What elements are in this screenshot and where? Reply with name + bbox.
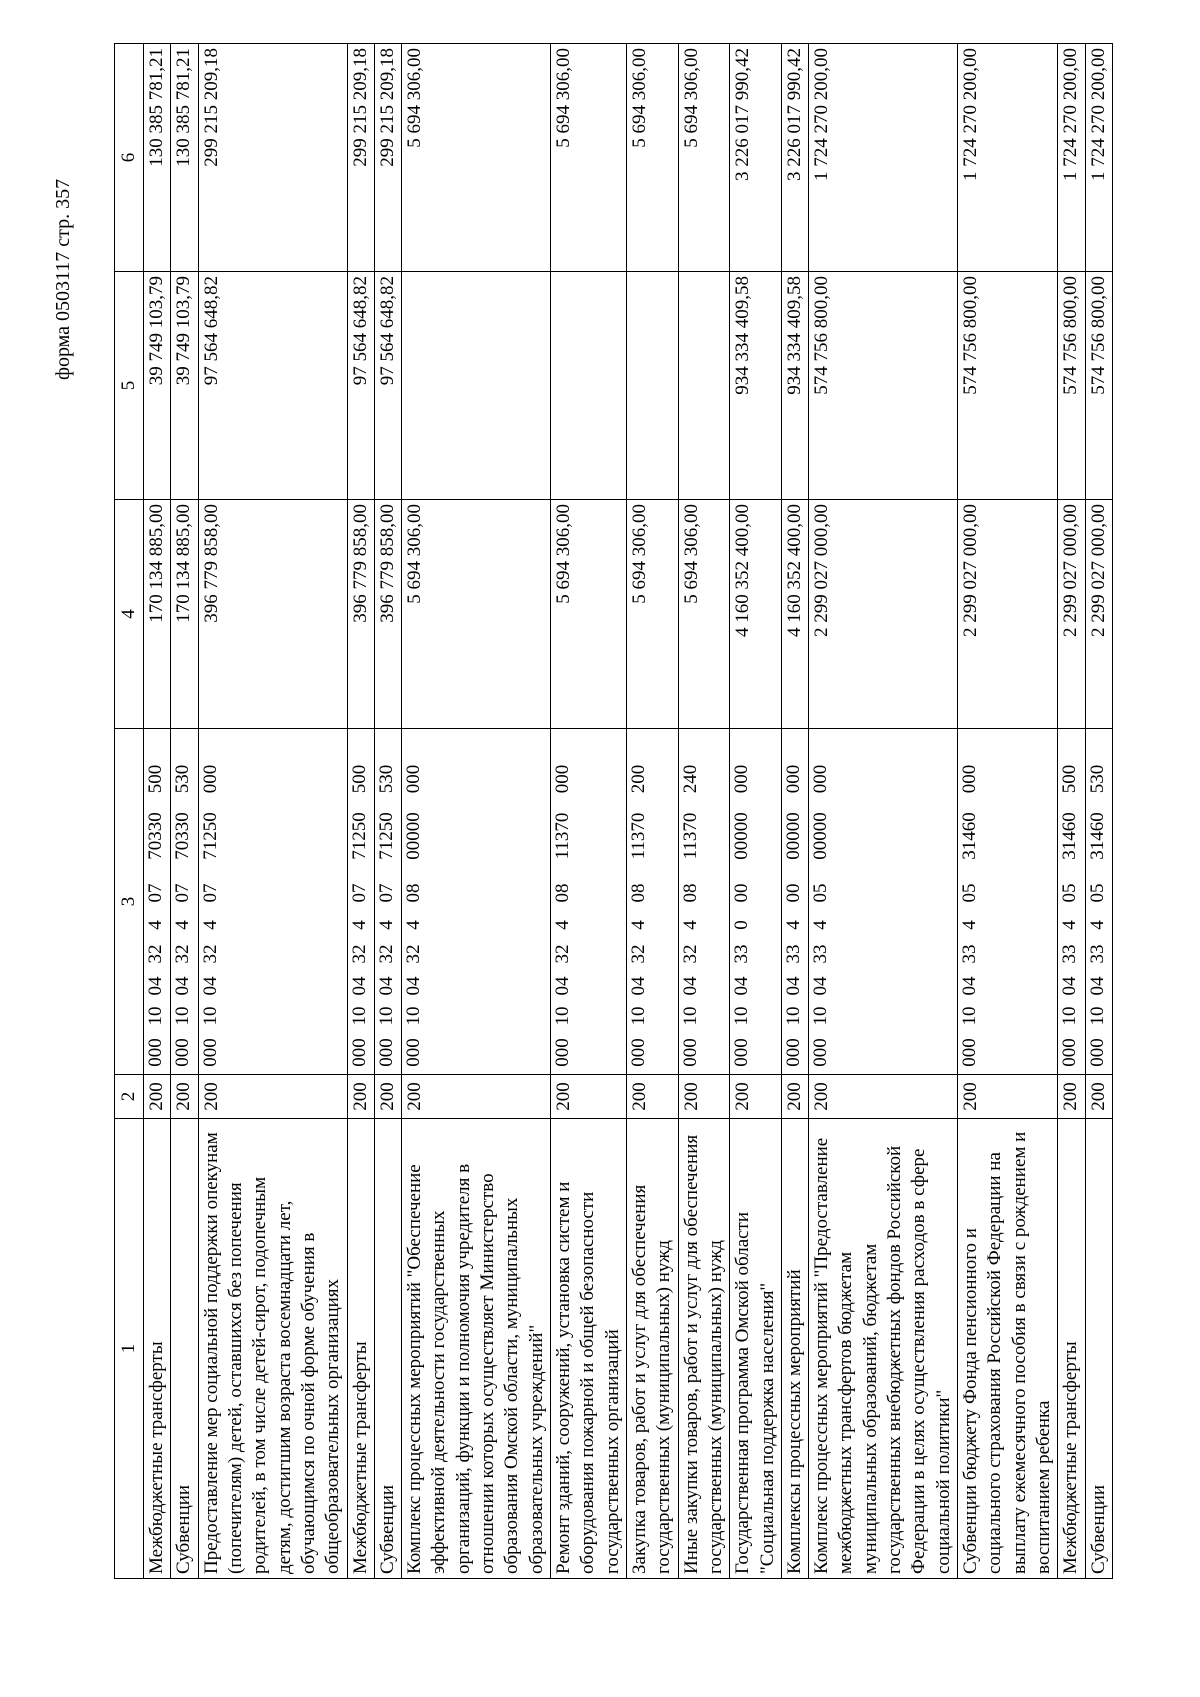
row-description: Предоставление мер социальной поддержки опекунам (попечителям) детей, оставшихся без попечения родителей, в том числе детей-сирот, подопечным детям, достигшим возраста восемнадцати лет, обучающимся по очной форме обучения в общеобразовательных организациях — [198, 1119, 347, 1579]
row-executed-amount: 97 564 648,82 — [347, 272, 374, 500]
code-segment: 04 — [1059, 976, 1081, 996]
row-executed-amount: 97 564 648,82 — [198, 272, 347, 500]
code-segment: 000 — [810, 764, 832, 794]
code-segment: 500 — [348, 764, 370, 794]
code-segment: 4 — [403, 920, 425, 930]
budget-code-parts — [958, 729, 982, 1074]
column-header: 5 — [115, 272, 144, 500]
code-segment: 00 — [731, 883, 753, 903]
code-segment: 33 — [731, 944, 753, 964]
row-budget-code — [347, 729, 374, 1075]
row-description: Субвенции — [1085, 1119, 1112, 1579]
code-segment: 530 — [375, 764, 397, 794]
row-budget-code — [958, 729, 1058, 1075]
budget-code-parts — [782, 729, 806, 1074]
budget-code-parts — [199, 729, 223, 1074]
table-row — [781, 44, 808, 1579]
table-row — [551, 44, 627, 1579]
code-segment: 08 — [627, 883, 649, 903]
code-segment: 000 — [348, 1038, 370, 1067]
table-row — [626, 44, 678, 1579]
code-segment: 33 — [782, 944, 804, 964]
budget-code-parts — [1058, 729, 1082, 1074]
code-segment: 07 — [348, 883, 370, 903]
row-approved-amount: 5 694 306,00 — [402, 500, 551, 729]
code-segment: 000 — [782, 764, 804, 794]
code-segment: 10 — [1086, 1006, 1108, 1026]
row-budget-code — [1058, 729, 1085, 1075]
code-segment: 32 — [375, 944, 397, 964]
row-line-code: 200 — [402, 1075, 551, 1119]
code-segment: 10 — [679, 1006, 701, 1026]
code-segment: 04 — [145, 976, 166, 996]
code-segment: 10 — [375, 1006, 397, 1026]
row-remaining-amount: 130 385 781,21 — [144, 44, 171, 272]
code-segment: 04 — [782, 976, 804, 996]
code-segment: 000 — [1059, 1038, 1081, 1067]
code-segment: 33 — [1086, 944, 1108, 964]
code-segment: 32 — [145, 944, 166, 964]
row-approved-amount: 2 299 027 000,00 — [1085, 500, 1112, 729]
code-segment: 4 — [1059, 920, 1081, 930]
row-line-code: 200 — [1085, 1075, 1112, 1119]
row-remaining-amount: 299 215 209,18 — [374, 44, 401, 272]
code-segment: 4 — [679, 920, 701, 930]
code-segment: 000 — [731, 764, 753, 794]
row-executed-amount: 39 749 103,79 — [144, 272, 171, 500]
form-label: форма 0503117 стр. 357 — [52, 178, 74, 380]
row-line-code: 200 — [809, 1075, 958, 1119]
row-approved-amount: 170 134 885,00 — [171, 500, 198, 729]
code-segment: 32 — [403, 944, 425, 964]
row-approved-amount: 170 134 885,00 — [144, 500, 171, 729]
code-segment: 000 — [403, 1038, 425, 1067]
code-segment: 04 — [375, 976, 397, 996]
row-executed-amount — [551, 272, 627, 500]
row-executed-amount: 574 756 800,00 — [1058, 272, 1085, 500]
code-segment: 10 — [810, 1006, 832, 1026]
row-budget-code — [678, 729, 730, 1075]
header-row — [115, 44, 144, 1579]
code-segment: 33 — [1059, 944, 1081, 964]
code-segment: 10 — [782, 1006, 804, 1026]
row-line-code: 200 — [626, 1075, 678, 1119]
row-description: Субвенции — [374, 1119, 401, 1579]
row-executed-amount — [678, 272, 730, 500]
row-approved-amount: 4 160 352 400,00 — [781, 500, 808, 729]
table-row — [1085, 44, 1112, 1579]
column-header: 2 — [115, 1075, 144, 1119]
row-approved-amount: 396 779 858,00 — [374, 500, 401, 729]
row-approved-amount: 4 160 352 400,00 — [730, 500, 782, 729]
code-segment: 000 — [731, 1038, 753, 1067]
code-segment: 000 — [403, 764, 425, 794]
row-approved-amount: 2 299 027 000,00 — [809, 500, 958, 729]
row-line-code: 200 — [730, 1075, 782, 1119]
code-segment: 0 — [731, 920, 753, 930]
code-segment: 04 — [348, 976, 370, 996]
row-line-code: 200 — [781, 1075, 808, 1119]
code-segment: 04 — [627, 976, 649, 996]
code-segment: 000 — [199, 764, 221, 794]
code-segment: 000 — [552, 764, 573, 794]
code-segment: 31460 — [1059, 812, 1081, 860]
row-description: Комплекс процессных мероприятий "Предоставление межбюджетных трансфертов бюджетам муниципальных образований, бюджетам государственных внебюджетных фондов Российской Федерации в целях осуществления расходов в сфере социальной политики" — [809, 1119, 958, 1579]
row-remaining-amount: 1 724 270 200,00 — [1058, 44, 1085, 272]
row-executed-amount — [402, 272, 551, 500]
row-description: Закупка товаров, работ и услуг для обеспечения государственных (муниципальных) нужд — [626, 1119, 678, 1579]
code-segment: 4 — [348, 920, 370, 930]
budget-code-parts — [402, 729, 426, 1074]
code-segment: 31460 — [959, 812, 980, 860]
row-budget-code — [402, 729, 551, 1075]
code-segment: 00000 — [782, 812, 804, 860]
row-budget-code — [781, 729, 808, 1075]
row-executed-amount: 39 749 103,79 — [171, 272, 198, 500]
code-segment: 04 — [172, 976, 194, 996]
row-budget-code — [198, 729, 347, 1075]
budget-code-parts — [144, 729, 168, 1074]
code-segment: 07 — [172, 883, 194, 903]
row-executed-amount: 97 564 648,82 — [374, 272, 401, 500]
row-line-code: 200 — [678, 1075, 730, 1119]
code-segment: 10 — [145, 1006, 166, 1026]
code-segment: 000 — [959, 764, 980, 794]
code-segment: 10 — [172, 1006, 194, 1026]
code-segment: 07 — [199, 883, 221, 903]
row-approved-amount: 396 779 858,00 — [347, 500, 374, 729]
budget-code-parts — [730, 729, 754, 1074]
row-approved-amount: 5 694 306,00 — [551, 500, 627, 729]
row-description: Иные закупки товаров, работ и услуг для обеспечения государственных (муниципальных) нужд — [678, 1119, 730, 1579]
code-segment: 10 — [348, 1006, 370, 1026]
code-segment: 4 — [810, 920, 832, 930]
code-segment: 04 — [731, 976, 753, 996]
row-remaining-amount: 130 385 781,21 — [171, 44, 198, 272]
code-segment: 00000 — [731, 812, 753, 860]
table-row — [144, 44, 171, 1579]
code-segment: 10 — [731, 1006, 753, 1026]
table-row — [678, 44, 730, 1579]
row-approved-amount: 5 694 306,00 — [678, 500, 730, 729]
row-executed-amount — [626, 272, 678, 500]
row-executed-amount: 574 756 800,00 — [958, 272, 1058, 500]
row-remaining-amount: 5 694 306,00 — [678, 44, 730, 272]
code-segment: 000 — [810, 1038, 832, 1067]
row-approved-amount: 2 299 027 000,00 — [958, 500, 1058, 729]
table-row — [730, 44, 782, 1579]
table-row — [1058, 44, 1085, 1579]
budget-code-parts — [171, 729, 195, 1074]
row-budget-code — [144, 729, 171, 1075]
code-segment: 4 — [199, 920, 221, 930]
code-segment: 32 — [627, 944, 649, 964]
code-segment: 4 — [172, 920, 194, 930]
code-segment: 10 — [403, 1006, 425, 1026]
row-budget-code — [809, 729, 958, 1075]
row-line-code: 200 — [1058, 1075, 1085, 1119]
row-executed-amount: 574 756 800,00 — [1085, 272, 1112, 500]
code-segment: 240 — [679, 764, 701, 794]
row-line-code: 200 — [551, 1075, 627, 1119]
row-remaining-amount: 3 226 017 990,42 — [781, 44, 808, 272]
row-remaining-amount: 299 215 209,18 — [198, 44, 347, 272]
row-description: Межбюджетные трансферты — [347, 1119, 374, 1579]
code-segment: 4 — [145, 920, 166, 930]
code-segment: 04 — [1086, 976, 1108, 996]
code-segment: 10 — [959, 1006, 980, 1026]
budget-code-parts — [551, 729, 575, 1074]
code-segment: 000 — [679, 1038, 701, 1067]
table-row — [198, 44, 347, 1579]
row-budget-code — [730, 729, 782, 1075]
row-budget-code — [551, 729, 627, 1075]
code-segment: 530 — [172, 764, 194, 794]
row-remaining-amount: 5 694 306,00 — [402, 44, 551, 272]
code-segment: 500 — [145, 764, 166, 794]
row-budget-code — [171, 729, 198, 1075]
budget-code-parts — [348, 729, 372, 1074]
code-segment: 10 — [627, 1006, 649, 1026]
code-segment: 000 — [1086, 1038, 1108, 1067]
row-description: Комплексы процессных мероприятий — [781, 1119, 808, 1579]
row-budget-code — [626, 729, 678, 1075]
row-remaining-amount: 5 694 306,00 — [626, 44, 678, 272]
row-description: Межбюджетные трансферты — [144, 1119, 171, 1579]
row-description: Субвенции бюджету Фонда пенсионного и социального страхования Российской Федерации на выплату ежемесячного пособия в связи с рождением и воспитанием ребенка — [958, 1119, 1058, 1579]
table-row — [958, 44, 1058, 1579]
code-segment: 10 — [552, 1006, 573, 1026]
row-executed-amount: 934 334 409,58 — [730, 272, 782, 500]
row-approved-amount: 2 299 027 000,00 — [1058, 500, 1085, 729]
row-remaining-amount: 299 215 209,18 — [347, 44, 374, 272]
code-segment: 10 — [1059, 1006, 1081, 1026]
row-remaining-amount: 1 724 270 200,00 — [1085, 44, 1112, 272]
budget-code-parts — [809, 729, 833, 1074]
row-description: Межбюджетные трансферты — [1058, 1119, 1085, 1579]
row-description: Комплекс процессных мероприятий "Обеспечение эффективной деятельности государственных организаций, функции и полномочия учредителя в отношении которых осуществляет Министерство образования Омской области, муниципальных образовательных учреждений" — [402, 1119, 551, 1579]
code-segment: 000 — [172, 1038, 194, 1067]
row-line-code: 200 — [374, 1075, 401, 1119]
code-segment: 04 — [959, 976, 980, 996]
column-header: 6 — [115, 44, 144, 272]
code-segment: 04 — [403, 976, 425, 996]
code-segment: 07 — [375, 883, 397, 903]
code-segment: 4 — [959, 920, 980, 930]
row-line-code: 200 — [171, 1075, 198, 1119]
code-segment: 000 — [627, 1038, 649, 1067]
code-segment: 11370 — [627, 812, 649, 860]
code-segment: 11370 — [679, 812, 701, 860]
row-line-code: 200 — [198, 1075, 347, 1119]
code-segment: 000 — [552, 1038, 573, 1067]
column-header: 4 — [115, 500, 144, 729]
table-row — [402, 44, 551, 1579]
code-segment: 4 — [552, 920, 573, 930]
code-segment: 32 — [348, 944, 370, 964]
code-segment: 32 — [552, 944, 573, 964]
code-segment: 00 — [782, 883, 804, 903]
code-segment: 32 — [199, 944, 221, 964]
code-segment: 000 — [199, 1038, 221, 1067]
code-segment: 71250 — [199, 812, 221, 860]
row-description: Субвенции — [171, 1119, 198, 1579]
code-segment: 05 — [1086, 883, 1108, 903]
row-budget-code — [1085, 729, 1112, 1075]
code-segment: 000 — [959, 1038, 980, 1067]
code-segment: 32 — [172, 944, 194, 964]
row-remaining-amount: 1 724 270 200,00 — [809, 44, 958, 272]
code-segment: 05 — [810, 883, 832, 903]
column-header: 1 — [115, 1119, 144, 1579]
table-row — [171, 44, 198, 1579]
row-remaining-amount: 5 694 306,00 — [551, 44, 627, 272]
row-approved-amount: 396 779 858,00 — [198, 500, 347, 729]
code-segment: 33 — [959, 944, 980, 964]
code-segment: 05 — [1059, 883, 1081, 903]
budget-table — [114, 43, 1113, 1579]
code-segment: 000 — [375, 1038, 397, 1067]
code-segment: 32 — [679, 944, 701, 964]
code-segment: 33 — [810, 944, 832, 964]
table-row — [347, 44, 374, 1579]
code-segment: 71250 — [348, 812, 370, 860]
budget-code-parts — [1086, 729, 1110, 1074]
code-segment: 70330 — [145, 812, 166, 860]
code-segment: 10 — [199, 1006, 221, 1026]
code-segment: 11370 — [552, 812, 573, 860]
code-segment: 71250 — [375, 812, 397, 860]
code-segment: 4 — [627, 920, 649, 930]
code-segment: 200 — [627, 764, 649, 794]
budget-code-parts — [627, 729, 651, 1074]
code-segment: 04 — [552, 976, 573, 996]
code-segment: 31460 — [1086, 812, 1108, 860]
code-segment: 4 — [375, 920, 397, 930]
row-line-code: 200 — [958, 1075, 1058, 1119]
code-segment: 00000 — [810, 812, 832, 860]
budget-code-parts — [375, 729, 399, 1074]
row-remaining-amount: 1 724 270 200,00 — [958, 44, 1058, 272]
code-segment: 04 — [199, 976, 221, 996]
row-executed-amount: 574 756 800,00 — [809, 272, 958, 500]
row-description: Ремонт зданий, сооружений, установка систем и оборудования пожарной и общей безопасности государственных организаций — [551, 1119, 627, 1579]
code-segment: 000 — [782, 1038, 804, 1067]
code-segment: 08 — [403, 883, 425, 903]
row-executed-amount: 934 334 409,58 — [781, 272, 808, 500]
code-segment: 00000 — [403, 812, 425, 860]
row-line-code: 200 — [347, 1075, 374, 1119]
code-segment: 000 — [145, 1038, 166, 1067]
row-budget-code — [374, 729, 401, 1075]
table-row — [374, 44, 401, 1579]
row-remaining-amount: 3 226 017 990,42 — [730, 44, 782, 272]
table-body — [115, 44, 1113, 1579]
code-segment: 530 — [1086, 764, 1108, 794]
row-line-code: 200 — [144, 1075, 171, 1119]
column-header: 3 — [115, 729, 144, 1075]
code-segment: 08 — [679, 883, 701, 903]
code-segment: 07 — [145, 883, 166, 903]
code-segment: 05 — [959, 883, 980, 903]
code-segment: 70330 — [172, 812, 194, 860]
code-segment: 4 — [1086, 920, 1108, 930]
budget-code-parts — [679, 729, 703, 1074]
code-segment: 4 — [782, 920, 804, 930]
code-segment: 04 — [679, 976, 701, 996]
code-segment: 08 — [552, 883, 573, 903]
code-segment: 04 — [810, 976, 832, 996]
row-description: Государственная программа Омской области "Социальная поддержка населения" — [730, 1119, 782, 1579]
code-segment: 500 — [1059, 764, 1081, 794]
row-approved-amount: 5 694 306,00 — [626, 500, 678, 729]
table-row — [809, 44, 958, 1579]
